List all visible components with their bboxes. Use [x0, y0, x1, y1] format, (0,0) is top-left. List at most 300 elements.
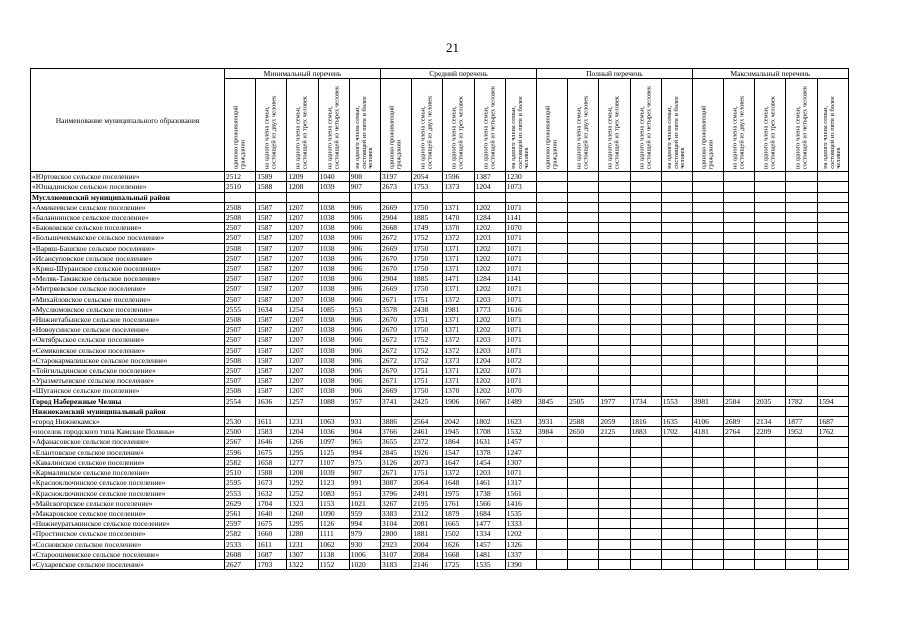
table-cell [630, 335, 661, 345]
table-cell [755, 498, 786, 508]
table-cell: 1207 [287, 345, 318, 355]
table-cell [724, 315, 755, 325]
table-cell: 906 [349, 264, 380, 274]
table-cell [817, 376, 848, 386]
table-cell [630, 274, 661, 284]
table-cell: 1036 [318, 427, 349, 437]
table-cell: 2671 [381, 294, 412, 304]
table-cell: 1090 [318, 508, 349, 518]
table-cell [630, 172, 661, 182]
group-header: Полный перечень [536, 69, 692, 79]
table-cell [817, 253, 848, 263]
table-cell: 1038 [318, 355, 349, 365]
subcolumn-header-label: одиноко проживающий гражданин [232, 105, 247, 170]
table-cell [817, 192, 848, 202]
table-cell [755, 304, 786, 314]
table-cell [724, 457, 755, 467]
table-cell: 1307 [505, 457, 536, 467]
table-cell: 906 [349, 202, 380, 212]
table-cell [786, 345, 817, 355]
table-cell: 1152 [318, 559, 349, 569]
table-row [31, 447, 849, 457]
table-cell [755, 325, 786, 335]
table-cell [568, 304, 599, 314]
table-cell: 1231 [287, 539, 318, 549]
table-cell: 906 [349, 294, 380, 304]
table-cell [724, 529, 755, 539]
table-row [31, 488, 849, 498]
table-cell [817, 304, 848, 314]
table-row [31, 223, 849, 233]
table-cell [755, 488, 786, 498]
table-cell: 1761 [443, 498, 474, 508]
table-cell: 3126 [381, 457, 412, 467]
table-cell [381, 192, 412, 202]
table-cell: 906 [349, 386, 380, 396]
table-cell: 1926 [412, 447, 443, 457]
table-cell: 3383 [381, 508, 412, 518]
table-cell [630, 406, 661, 416]
table-cell: 3104 [381, 519, 412, 529]
table-cell [724, 325, 755, 335]
table-cell [786, 406, 817, 416]
table-cell [568, 172, 599, 182]
table-cell [786, 192, 817, 202]
table-cell: 1202 [474, 325, 505, 335]
table-cell [505, 406, 536, 416]
table-cell [661, 192, 692, 202]
table-cell: 1372 [443, 335, 474, 345]
table-row [31, 529, 849, 539]
subcolumn-header-label: одиноко проживающий гражданин [388, 105, 403, 170]
table-cell [692, 213, 723, 223]
table-cell [661, 253, 692, 263]
table-cell: 1203 [474, 294, 505, 304]
table-cell: 3845 [536, 396, 567, 406]
table-cell: 1071 [505, 468, 536, 478]
table-cell: 3984 [536, 427, 567, 437]
table-cell [692, 304, 723, 314]
table-cell [724, 406, 755, 416]
table-cell [661, 478, 692, 488]
table-cell: 1207 [287, 213, 318, 223]
table-cell: 2508 [225, 243, 256, 253]
table-cell: 1371 [443, 264, 474, 274]
table-row [31, 498, 849, 508]
table-cell [599, 223, 630, 233]
table-cell [724, 213, 755, 223]
table-cell: 1752 [412, 355, 443, 365]
table-cell: 1632 [256, 488, 287, 498]
table-cell [692, 315, 723, 325]
table-cell [817, 213, 848, 223]
table-cell: 2671 [381, 468, 412, 478]
subcolumn-header-label: на одного члена семьи, состоящей из трех человек [450, 96, 465, 170]
table-cell: 1879 [443, 508, 474, 518]
table-cell: 1038 [318, 294, 349, 304]
table-cell: 1372 [443, 233, 474, 243]
table-cell: 1667 [474, 396, 505, 406]
table-cell: 1207 [287, 294, 318, 304]
table-cell [630, 498, 661, 508]
table-cell [661, 294, 692, 304]
table-cell [755, 519, 786, 529]
table-cell: 975 [349, 457, 380, 467]
table-cell: 1587 [256, 253, 287, 263]
subcolumn-header [724, 79, 755, 172]
table-cell: 1071 [505, 325, 536, 335]
table-cell [817, 478, 848, 488]
table-cell: 2669 [381, 202, 412, 212]
table-cell [630, 478, 661, 488]
table-cell: 1749 [412, 223, 443, 233]
table-cell: 1975 [443, 488, 474, 498]
table-cell [786, 498, 817, 508]
table-cell: 1611 [256, 417, 287, 427]
table-cell [568, 233, 599, 243]
table-cell [755, 447, 786, 457]
table-cell: 1387 [474, 172, 505, 182]
table-cell: 1750 [412, 325, 443, 335]
table-cell: 1587 [256, 274, 287, 284]
table-cell: 2584 [724, 396, 755, 406]
table-cell [630, 192, 661, 202]
table-cell [536, 478, 567, 488]
table-cell: 1773 [474, 304, 505, 314]
table-cell [817, 335, 848, 345]
table-cell: 1750 [412, 253, 443, 263]
municipality-name: «Красноключинское сельское поселение» [31, 488, 225, 498]
table-cell [817, 202, 848, 212]
table-cell [536, 213, 567, 223]
table-cell: 1802 [474, 417, 505, 427]
table-cell [724, 294, 755, 304]
table-cell [692, 223, 723, 233]
table-cell: 1371 [443, 376, 474, 386]
table-cell [318, 192, 349, 202]
table-cell: 1708 [474, 427, 505, 437]
table-cell [692, 294, 723, 304]
table-cell: 1416 [505, 498, 536, 508]
table-cell [661, 519, 692, 529]
table-cell: 3107 [381, 549, 412, 559]
table-cell [692, 243, 723, 253]
table-row [31, 376, 849, 386]
table-cell [349, 192, 380, 202]
table-cell [568, 335, 599, 345]
table-cell [536, 253, 567, 263]
subcolumn-header-label: на одного члена семьи, состоящей из четырех человек [638, 85, 652, 170]
table-cell: 2500 [225, 427, 256, 437]
column-header-name: Наименование муниципального образования [31, 69, 225, 172]
table-cell [443, 192, 474, 202]
table-cell: 2507 [225, 366, 256, 376]
table-cell [599, 508, 630, 518]
table-cell: 2672 [381, 233, 412, 243]
table-cell: 1371 [443, 243, 474, 253]
table-body [31, 172, 849, 570]
table-cell [630, 488, 661, 498]
table-cell: 1687 [817, 417, 848, 427]
page-number: 21 [446, 40, 459, 55]
table-cell: 1203 [474, 233, 505, 243]
municipality-name: Нижнекамский муниципальный район [31, 406, 225, 416]
table-cell [786, 478, 817, 488]
table-cell: 1207 [287, 233, 318, 243]
table-cell [786, 274, 817, 284]
table-cell [724, 519, 755, 529]
table-cell [568, 406, 599, 416]
table-cell [786, 202, 817, 212]
municipality-name: «Семяковское сельское поселение» [31, 345, 225, 355]
table-cell: 1634 [256, 304, 287, 314]
table-row [31, 213, 849, 223]
table-cell [786, 366, 817, 376]
table-cell [755, 335, 786, 345]
table-cell: 1207 [287, 386, 318, 396]
table-cell [786, 559, 817, 569]
table-cell [599, 488, 630, 498]
table-cell: 1202 [474, 366, 505, 376]
subcolumn-header [568, 79, 599, 172]
municipality-name: «поселок городского типа Камские Поляны» [31, 427, 225, 437]
table-cell: 1072 [505, 355, 536, 365]
table-cell: 1371 [443, 253, 474, 263]
table-cell [661, 549, 692, 559]
table-cell [568, 192, 599, 202]
district-row [31, 396, 849, 406]
table-cell: 930 [349, 539, 380, 549]
table-cell: 2582 [225, 529, 256, 539]
table-row [31, 243, 849, 253]
table-row [31, 274, 849, 284]
table-cell [786, 529, 817, 539]
table-cell: 1202 [474, 202, 505, 212]
table-cell [817, 223, 848, 233]
table-row [31, 172, 849, 182]
table-cell: 2059 [599, 417, 630, 427]
table-cell: 1588 [256, 468, 287, 478]
municipality-name: Город Набережные Челны [31, 396, 225, 406]
table-cell [786, 549, 817, 559]
table-cell [755, 253, 786, 263]
table-cell: 1207 [287, 264, 318, 274]
table-cell: 1881 [412, 529, 443, 539]
table-cell [692, 508, 723, 518]
subcolumn-header-label: на одного члена семьи, состоящей из четырех человек [793, 85, 808, 170]
municipality-name: «Муслюмовское сельское поселение» [31, 304, 225, 314]
table-cell [817, 386, 848, 396]
subcolumn-header-label: на одного члена семьи, состоящей из двух человек [419, 95, 434, 170]
table-cell [568, 243, 599, 253]
table-row [31, 355, 849, 365]
table-row [31, 539, 849, 549]
table-cell [724, 488, 755, 498]
table-cell: 1751 [412, 315, 443, 325]
table-cell: 1587 [256, 325, 287, 335]
table-cell: 2054 [412, 172, 443, 182]
table-cell: 2042 [443, 417, 474, 427]
municipality-name: «Меляк-Тамакское сельское поселение» [31, 274, 225, 284]
table-cell: 1202 [474, 223, 505, 233]
table-cell [692, 457, 723, 467]
table-cell: 1071 [505, 335, 536, 345]
table-cell [755, 478, 786, 488]
table-cell [630, 355, 661, 365]
table-cell: 1208 [287, 182, 318, 192]
municipality-name: «Большечекмакское сельское поселение» [31, 233, 225, 243]
table-cell [568, 294, 599, 304]
table-cell: 1038 [318, 202, 349, 212]
table-cell [661, 559, 692, 569]
table-cell: 1038 [318, 376, 349, 386]
table-cell [599, 539, 630, 549]
table-cell: 1317 [505, 478, 536, 488]
table-cell [661, 355, 692, 365]
table-cell: 2669 [381, 284, 412, 294]
municipality-name: «Юртовское сельское поселение» [31, 172, 225, 182]
table-cell: 1457 [505, 437, 536, 447]
subcolumn-header-label: на одного члена семьи, состоящей из пяти и более человек [665, 96, 687, 170]
table-cell: 2669 [381, 386, 412, 396]
table-cell [817, 315, 848, 325]
table-cell: 2508 [225, 213, 256, 223]
table-cell [817, 264, 848, 274]
table-cell [536, 274, 567, 284]
table-cell [568, 529, 599, 539]
table-cell: 2461 [412, 427, 443, 437]
table-cell: 1751 [412, 294, 443, 304]
table-cell: 1202 [474, 376, 505, 386]
table-cell: 2146 [412, 559, 443, 569]
table-cell: 2073 [412, 457, 443, 467]
table-cell: 1734 [630, 396, 661, 406]
table-cell: 2669 [381, 243, 412, 253]
table-cell [661, 406, 692, 416]
table-cell [599, 172, 630, 182]
table-cell: 1631 [474, 437, 505, 447]
table-cell: 1333 [505, 519, 536, 529]
table-cell: 1454 [474, 457, 505, 467]
table-cell [817, 437, 848, 447]
table-cell: 1587 [256, 315, 287, 325]
table-cell [536, 294, 567, 304]
table-cell [661, 233, 692, 243]
table-cell [568, 559, 599, 569]
table-cell [755, 468, 786, 478]
table-cell: 2134 [755, 417, 786, 427]
table-cell [568, 202, 599, 212]
table-cell [568, 539, 599, 549]
table-cell [755, 539, 786, 549]
table-row [31, 549, 849, 559]
table-cell [630, 213, 661, 223]
table-cell: 1071 [505, 253, 536, 263]
table-cell [724, 345, 755, 355]
municipality-name: «Тойгильдинское сельское поселение» [31, 366, 225, 376]
table-cell: 3087 [381, 478, 412, 488]
table-cell: 1587 [256, 386, 287, 396]
table-cell [536, 345, 567, 355]
table-cell: 1616 [505, 304, 536, 314]
table-cell [568, 345, 599, 355]
municipality-name: «Майскогорское сельское поселение» [31, 498, 225, 508]
table-cell [724, 264, 755, 274]
table-cell: 2629 [225, 498, 256, 508]
table-cell: 951 [349, 488, 380, 498]
table-cell [599, 376, 630, 386]
table-cell [786, 447, 817, 457]
table-cell [630, 447, 661, 457]
table-cell: 1070 [505, 223, 536, 233]
table-cell [536, 192, 567, 202]
municipality-name: «Баюковское сельское поселение» [31, 223, 225, 233]
table-cell: 1203 [474, 345, 505, 355]
table-cell [349, 406, 380, 416]
table-cell: 2561 [225, 508, 256, 518]
table-cell: 1675 [256, 519, 287, 529]
subcolumn-header [287, 79, 318, 172]
table-cell [755, 172, 786, 182]
table-cell [817, 447, 848, 457]
municipality-name: «Кряш-Шуранское сельское поселение» [31, 264, 225, 274]
table-cell: 1039 [318, 468, 349, 478]
subcolumn-header-label: на одного члена семьи, состоящей из двух человек [575, 95, 590, 170]
table-cell: 1284 [474, 213, 505, 223]
table-cell [630, 549, 661, 559]
table-cell [661, 172, 692, 182]
table-cell: 1587 [256, 335, 287, 345]
table-cell: 1373 [443, 182, 474, 192]
table-cell [786, 335, 817, 345]
table-cell: 2507 [225, 253, 256, 263]
table-cell: 1587 [256, 233, 287, 243]
table-cell [755, 192, 786, 202]
municipality-name: «Елантовское сельское поселение» [31, 447, 225, 457]
table-cell [661, 437, 692, 447]
table-cell: 1952 [786, 427, 817, 437]
table-cell [724, 304, 755, 314]
table-cell: 2508 [225, 355, 256, 365]
table-cell [661, 508, 692, 518]
table-cell: 1635 [661, 417, 692, 427]
table-cell [692, 498, 723, 508]
table-row [31, 335, 849, 345]
table-cell [661, 488, 692, 498]
table-cell: 1977 [599, 396, 630, 406]
table-cell: 1208 [287, 468, 318, 478]
table-cell [724, 559, 755, 569]
table-cell [755, 243, 786, 253]
municipality-name: «Амикеевское сельское поселение» [31, 202, 225, 212]
table-cell [786, 519, 817, 529]
table-row [31, 345, 849, 355]
table-cell [755, 386, 786, 396]
table-cell: 979 [349, 529, 380, 539]
table-cell [568, 223, 599, 233]
table-cell: 2508 [225, 315, 256, 325]
table-cell: 2035 [755, 396, 786, 406]
municipality-name: «Исансуповское сельское поселение» [31, 253, 225, 263]
table-cell [536, 508, 567, 518]
table-cell [724, 376, 755, 386]
subcolumn-header [443, 79, 474, 172]
table-cell [536, 223, 567, 233]
table-cell: 965 [349, 437, 380, 447]
table-cell [786, 304, 817, 314]
table-cell [599, 192, 630, 202]
table-cell [692, 366, 723, 376]
